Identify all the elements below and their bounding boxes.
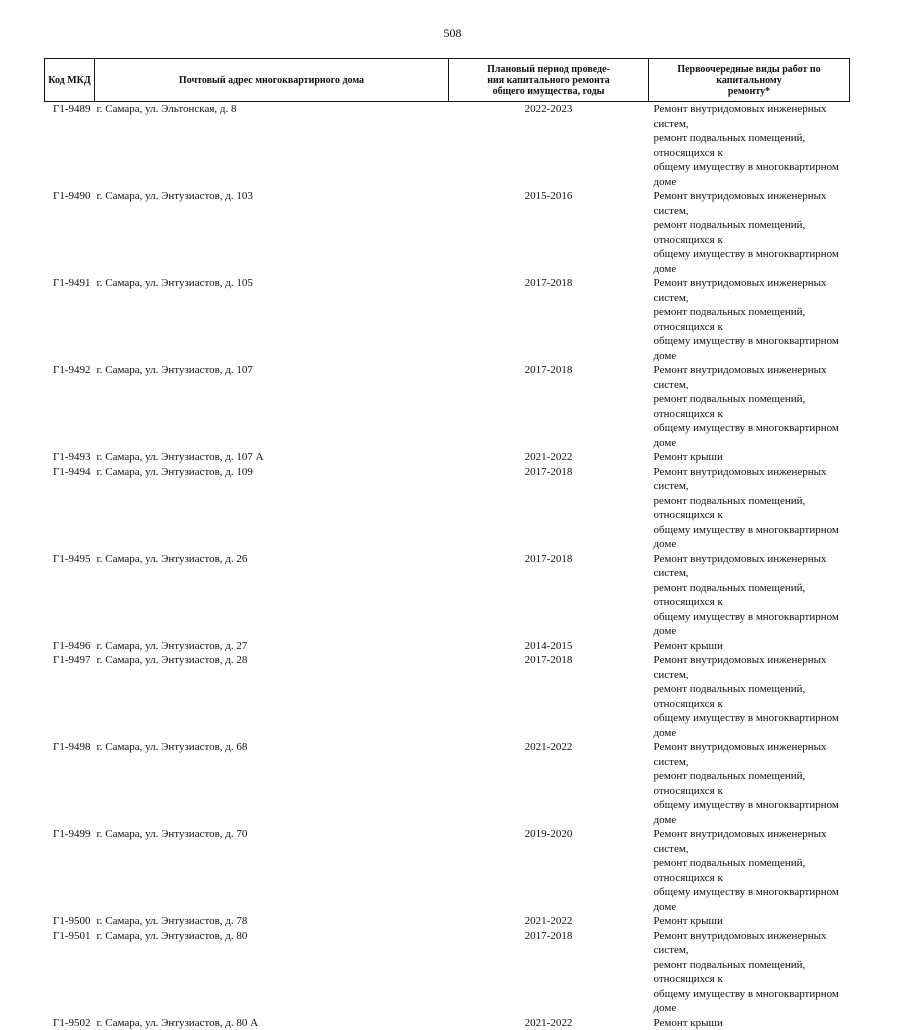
period-cell: 2017-2018 xyxy=(449,653,649,740)
code-cell: Г1-9494 xyxy=(45,465,95,552)
works-cell: Ремонт внутридомовых инженерных систем, ремонт подвальных помещений, относящихся к общему имуществу в многоквартирном доме xyxy=(649,465,850,552)
table-row xyxy=(45,740,850,827)
table-row xyxy=(45,102,850,190)
works-cell: Ремонт внутридомовых инженерных систем, ремонт подвальных помещений, относящихся к общему имуществу в многоквартирном доме xyxy=(649,552,850,639)
header-code: Код МКД xyxy=(45,59,95,102)
address-cell: г. Самара, ул. Энтузиастов, д. 27 xyxy=(95,639,449,654)
code-cell: Г1-9489 xyxy=(45,102,95,190)
address-cell: г. Самара, ул. Энтузиастов, д. 107 xyxy=(95,363,449,450)
works-cell: Ремонт крыши xyxy=(649,1016,850,1030)
address-cell: г. Самара, ул. Энтузиастов, д. 26 xyxy=(95,552,449,639)
code-cell: Г1-9502 xyxy=(45,1016,95,1030)
table-row xyxy=(45,465,850,552)
table-header xyxy=(45,59,850,102)
period-cell: 2017-2018 xyxy=(449,276,649,363)
code-cell: Г1-9491 xyxy=(45,276,95,363)
table-row xyxy=(45,189,850,276)
period-cell: 2019-2020 xyxy=(449,827,649,914)
address-cell: г. Самара, ул. Энтузиастов, д. 70 xyxy=(95,827,449,914)
address-cell: г. Самара, ул. Энтузиастов, д. 107 А xyxy=(95,450,449,465)
period-cell: 2017-2018 xyxy=(449,552,649,639)
works-cell: Ремонт внутридомовых инженерных систем, ремонт подвальных помещений, относящихся к общему имуществу в многоквартирном доме xyxy=(649,827,850,914)
works-cell: Ремонт внутридомовых инженерных систем, ремонт подвальных помещений, относящихся к общему имуществу в многоквартирном доме xyxy=(649,102,850,190)
capital-repair-table xyxy=(44,58,850,1030)
works-cell: Ремонт крыши xyxy=(649,639,850,654)
table-row xyxy=(45,914,850,929)
period-cell: 2017-2018 xyxy=(449,929,649,1016)
code-cell: Г1-9490 xyxy=(45,189,95,276)
header-works: Первоочередные виды работ по капитальному ремонту* xyxy=(649,59,850,102)
works-cell: Ремонт внутридомовых инженерных систем, ремонт подвальных помещений, относящихся к общему имуществу в многоквартирном доме xyxy=(649,363,850,450)
period-cell: 2015-2016 xyxy=(449,189,649,276)
table-row xyxy=(45,363,850,450)
table-row xyxy=(45,653,850,740)
period-cell: 2021-2022 xyxy=(449,1016,649,1030)
address-cell: г. Самара, ул. Энтузиастов, д. 105 xyxy=(95,276,449,363)
table-row xyxy=(45,552,850,639)
table-row xyxy=(45,450,850,465)
period-cell: 2021-2022 xyxy=(449,450,649,465)
header-address: Почтовый адрес многоквартирного дома xyxy=(95,59,449,102)
address-cell: г. Самара, ул. Энтузиастов, д. 80 А xyxy=(95,1016,449,1030)
works-cell: Ремонт внутридомовых инженерных систем, ремонт подвальных помещений, относящихся к общему имуществу в многоквартирном доме xyxy=(649,740,850,827)
code-cell: Г1-9500 xyxy=(45,914,95,929)
code-cell: Г1-9496 xyxy=(45,639,95,654)
works-cell: Ремонт внутридомовых инженерных систем, ремонт подвальных помещений, относящихся к общему имуществу в многоквартирном доме xyxy=(649,189,850,276)
period-cell: 2017-2018 xyxy=(449,465,649,552)
table-header-row xyxy=(45,59,850,102)
address-cell: г. Самара, ул. Энтузиастов, д. 109 xyxy=(95,465,449,552)
works-cell: Ремонт внутридомовых инженерных систем, ремонт подвальных помещений, относящихся к общему имуществу в многоквартирном доме xyxy=(649,276,850,363)
table-body xyxy=(45,102,850,1030)
works-cell: Ремонт внутридомовых инженерных систем, ремонт подвальных помещений, относящихся к общему имуществу в многоквартирном доме xyxy=(649,929,850,1016)
address-cell: г. Самара, ул. Энтузиастов, д. 28 xyxy=(95,653,449,740)
table-row xyxy=(45,639,850,654)
table-row xyxy=(45,1016,850,1030)
code-cell: Г1-9497 xyxy=(45,653,95,740)
address-cell: г. Самара, ул. Энтузиастов, д. 78 xyxy=(95,914,449,929)
table-row xyxy=(45,827,850,914)
code-cell: Г1-9495 xyxy=(45,552,95,639)
address-cell: г. Самара, ул. Энтузиастов, д. 103 xyxy=(95,189,449,276)
period-cell: 2022-2023 xyxy=(449,102,649,190)
code-cell: Г1-9493 xyxy=(45,450,95,465)
period-cell: 2017-2018 xyxy=(449,363,649,450)
table-row xyxy=(45,276,850,363)
works-cell: Ремонт крыши xyxy=(649,914,850,929)
period-cell: 2014-2015 xyxy=(449,639,649,654)
address-cell: г. Самара, ул. Энтузиастов, д. 68 xyxy=(95,740,449,827)
code-cell: Г1-9498 xyxy=(45,740,95,827)
table-row xyxy=(45,929,850,1016)
code-cell: Г1-9499 xyxy=(45,827,95,914)
page-number: 508 xyxy=(0,26,905,41)
works-cell: Ремонт внутридомовых инженерных систем, ремонт подвальных помещений, относящихся к общему имуществу в многоквартирном доме xyxy=(649,653,850,740)
code-cell: Г1-9501 xyxy=(45,929,95,1016)
address-cell: г. Самара, ул. Эльтонская, д. 8 xyxy=(95,102,449,190)
address-cell: г. Самара, ул. Энтузиастов, д. 80 xyxy=(95,929,449,1016)
code-cell: Г1-9492 xyxy=(45,363,95,450)
works-cell: Ремонт крыши xyxy=(649,450,850,465)
period-cell: 2021-2022 xyxy=(449,740,649,827)
period-cell: 2021-2022 xyxy=(449,914,649,929)
header-period: Плановый период проведе- ния капитального ремонта общего имущества, годы xyxy=(449,59,649,102)
